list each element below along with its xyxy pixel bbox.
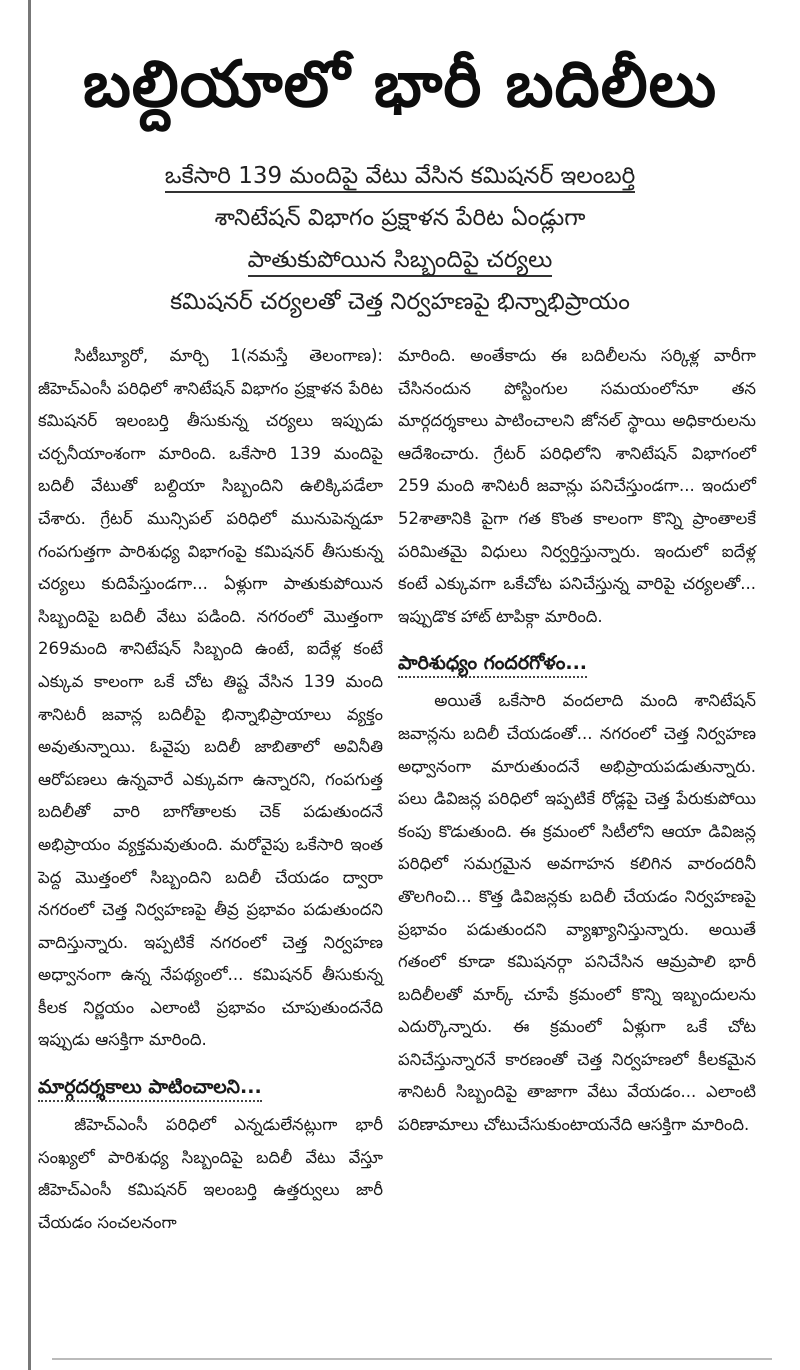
body-paragraph: అయితే ఒకేసారి వందలాది మంది శానిటేషన్ జవాన్లను బదిలీ చేయడంతో... నగరంలో చెత్త నిర్వహణ అధ్వానంగా మారుతుందనే అభిప్రాయపడుతున్నారు. పలు డివిజన్ల పరిధిలో ఇప్పటికే రోడ్లపై చెత్త పేరుకుపోయి కంపు కొడుతుంది. ఈ క్రమంలో సిటీలోని ఆయా డివిజన్ల పరిధిలో సమగ్రమైన అవగాహన కలిగిన వారందరినీ తొలగించి... కొత్త డివిజన్లకు బదిలీ చేయడం నిర్వహణపై ప్రభావం పడుతుందని వ్యాఖ్యానిస్తున్నారు. అయితే గతంలో కూడా కమిషనర్గా పనిచేసిన ఆమ్రపాలి భారీ బదిలీలతో మార్క్ చూపే క్రమంలో కొన్ని ఇబ్బందులను ఎదుర్కొన్నారు. ఈ క్రమంలో ఏళ్లుగా ఒకే చోట పనిచేస్తున్నారనే కారణంతో చెత్త నిర్వహణలో కీలకమైన శానిటరీ సిబ్బందిపై తాజాగా వేటు వేయడం... ఎలాంటి పరిణామాలు చోటుచేసుకుంటాయనేది ఆసక్తిగా మారింది.: [398, 691, 756, 1135]
page-frame-left-rule: [28, 0, 31, 1370]
body-paragraph: సిటీబ్యూరో, మార్చి 1(నమస్తే తెలంగాణ): జీహెచ్ఎంసీ పరిధిలో శానిటేషన్ విభాగం ప్రక్షాళన పేరిట కమిషనర్ ఇలంబర్తి తీసుకున్న చర్యలు ఇప్పుడు చర్చనీయాంశంగా మారింది. ఒకేసారి 139 మందిపై బదిలీ వేటుతో బల్దియా సిబ్బందిని ఉలిక్కిపడేలా చేశారు. గ్రేటర్ మున్సిపల్ పరిధిలో మునుపెన్నడూ గంపగుత్తగా పారిశుధ్య విభాగంపై కమిషనర్ తీసుకున్న చర్యలు కుదిపేస్తుండగా... ఏళ్లుగా పాతుకుపోయిన సిబ్బందిపై బదిలీ వేటు పడింది. నగరంలో మొత్తంగా 269మంది శానిటేషన్ సిబ్బంది ఉంటే, ఐదేళ్ల కంటే ఎక్కువ కాలంగా ఒకే చోట తిష్ట వేసిన 139 మంది శానిటరీ జవాన్ల బదిలీపై భిన్నాభిప్రాయాలు వ్యక్తం అవుతున్నాయి. ఓవైపు బదిలీ జాబితాలో అవినీతి ఆరోపణలు ఉన్నవారే ఎక్కువగా ఉన్నారని, గంపగుత్త బదిలీతో వారి బాగోతాలకు చెక్ పడుతుందనే అభిప్రాయం వ్యక్తమవుతుంది. మరోవైపు ఒకేసారి ఇంత పెద్ద మొత్తంలో సిబ్బందిని బదిలీ చేయడం ద్వారా నగరంలో చెత్త నిర్వహణపై తీవ్ర ప్రభావం పడుతుందని వాదిస్తున్నారు. ఇప్పటికే నగరంలో చెత్త నిర్వహణ అధ్వానంగా ఉన్న నేపథ్యంలో... కమిషనర్ తీసుకున్న కీలక నిర్ణయం ఎలాంటి ప్రభావం చూపుతుందనేది ఇప్పుడు ఆసక్తిగా మారింది.: [38, 346, 383, 1050]
deck-line-3: పాతుకుపోయిన సిబ్బందిపై చర్యలు: [60, 239, 740, 281]
body-paragraph: జీహెచ్ఎంసీ పరిధిలో ఎన్నడులేనట్లుగా భారీ సంఖ్యలో పారిశుధ్య సిబ్బందిపై బదిలీ వేటు వేస్తూ జీహెచ్ఎంసీ కమిషనర్ ఇలంబర్తి ఉత్తర్వులు జారీ చేయడం సంచలనంగా: [38, 1115, 383, 1232]
article-column-left: [38, 340, 383, 1239]
subheadline-deck: [60, 155, 740, 323]
article-column-right: [398, 340, 756, 1142]
section-subheading: పారిశుధ్యం గందరగోళం...: [398, 639, 756, 685]
body-paragraph: మారింది. అంతేకాదు ఈ బదిలీలను సర్కిళ్ల వారీగా చేసినందున పోస్టింగుల సమయంలోనూ తన మార్గదర్శకాలు పాటించాలని జోనల్ స్థాయి అధికారులను ఆదేశించారు. గ్రేటర్ పరిధిలోని శానిటేషన్ విభాగంలో 259 మంది శానిటరీ జవాన్లు పనిచేస్తుండగా... ఇందులో 52శాతానికి పైగా గత కొంత కాలంగా కొన్ని ప్రాంతాలకే పరిమితమై విధులు నిర్వర్తిస్తున్నారు. ఇందులో ఐదేళ్ల కంటే ఎక్కువగా ఒకేచోట పనిచేస్తున్న వారిపై చర్యలతో... ఇప్పుడొక హాట్ టాపిక్గా మారింది.: [398, 346, 756, 626]
deck-line-1: ఒకేసారి 139 మందిపై వేటు వేసిన కమిషనర్ ఇలంబర్తి: [60, 155, 740, 197]
deck-line-4: కమిషనర్ చర్యలతో చెత్త నిర్వహణపై భిన్నాభిప్రాయం: [170, 289, 630, 315]
article-headline: బల్దియాలో భారీ బదిలీలు: [82, 48, 718, 122]
section-subheading: మార్గదర్శకాలు పాటించాలని...: [38, 1063, 383, 1109]
deck-line-2: శానిటేషన్ విభాగం ప్రక్షాళన పేరిట ఏండ్లుగా: [214, 205, 586, 231]
bottom-divider: [52, 1358, 772, 1360]
